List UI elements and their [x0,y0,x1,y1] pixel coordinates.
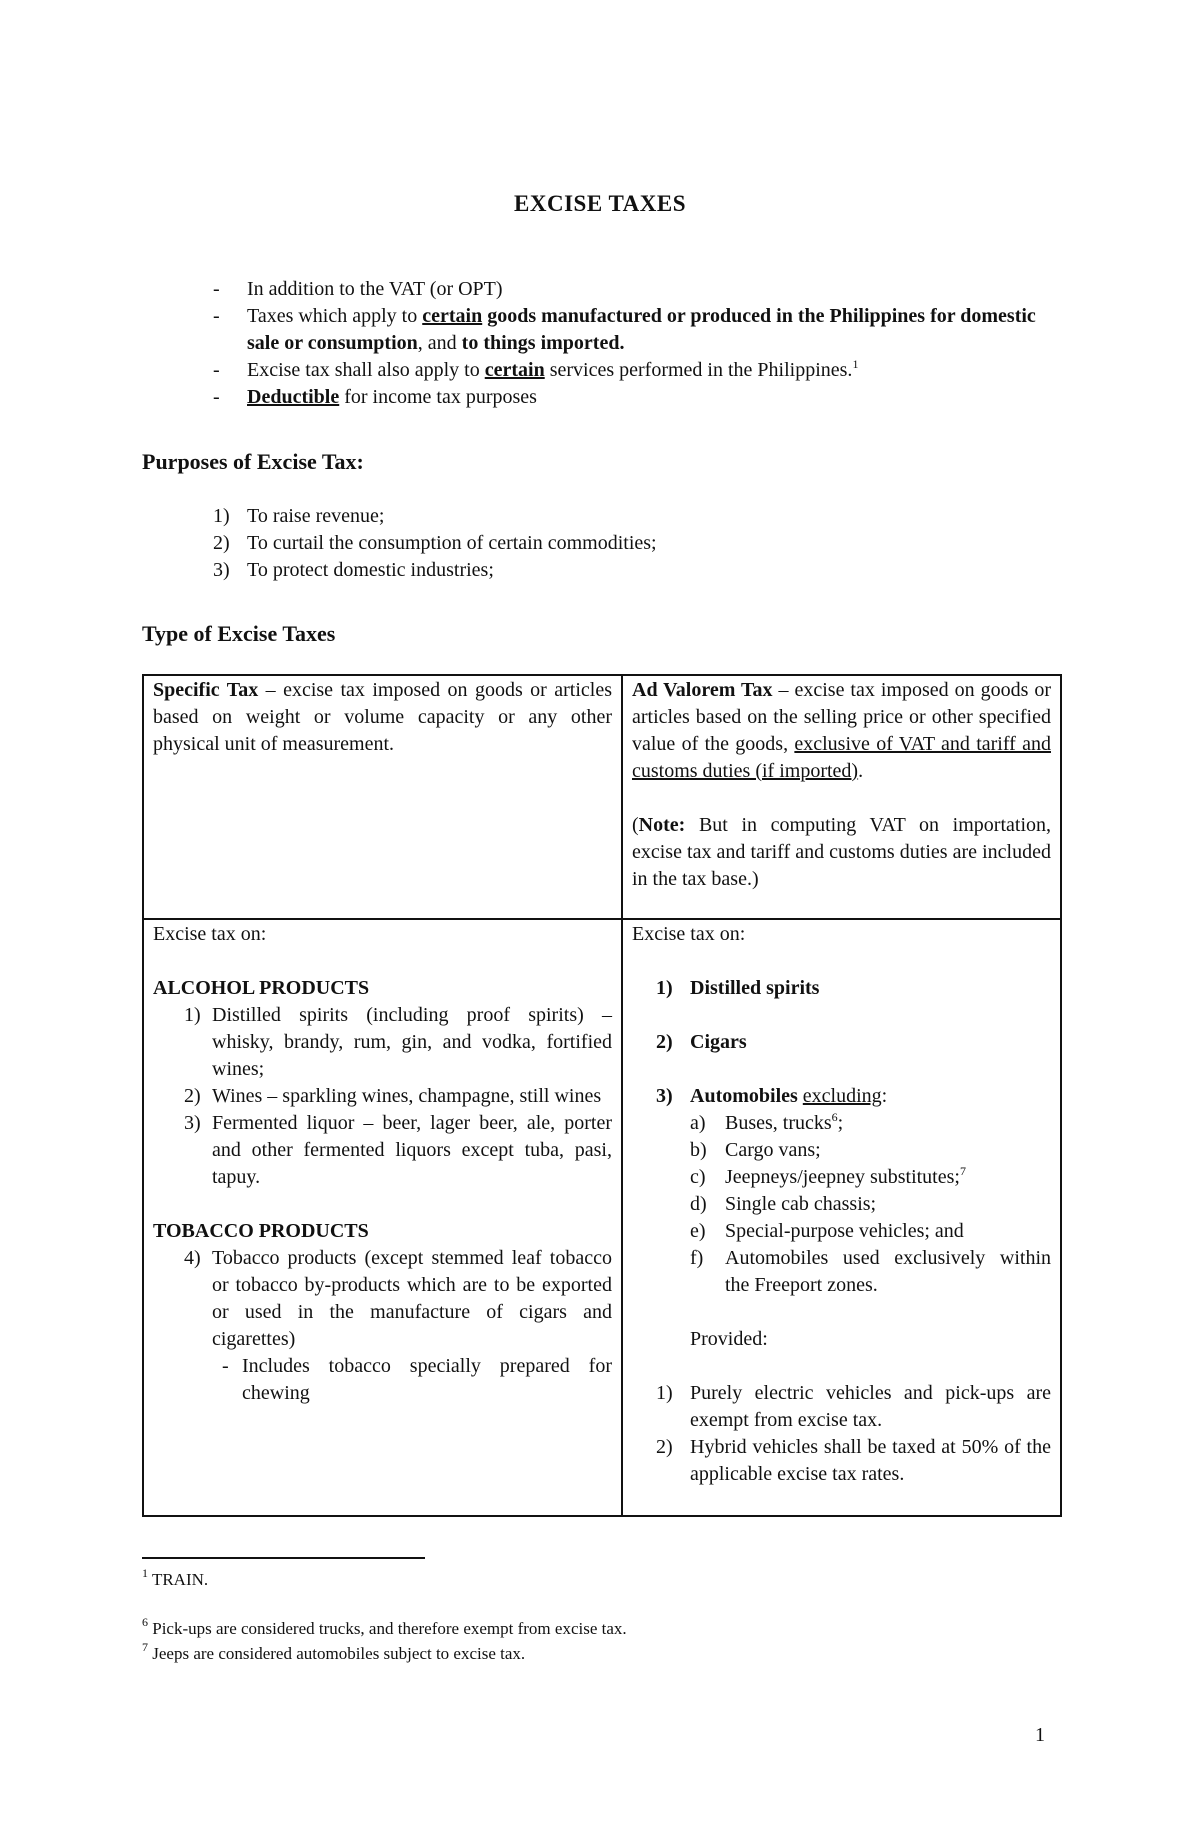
bullet-dash: - [222,1355,229,1377]
intro-text: for income tax purposes [339,386,537,408]
sub-item [184,1353,612,1407]
tobacco-list [153,1245,612,1407]
footnote-text: TRAIN. [148,1570,209,1589]
spacer [632,1056,1051,1083]
footnote-mark: 6 [142,1615,148,1629]
item-text: Distilled spirits [690,977,820,999]
item-text: Tobacco products (except stemmed leaf tobacco or tobacco by-products which are to be exported or used in the manufacture of cigars and cigarettes) [212,1247,612,1350]
footnote-mark: 7 [142,1640,148,1654]
list-item [632,975,1051,1002]
purposes-list [213,503,1063,584]
item-number: 1) [656,1382,673,1404]
intro-list [213,276,1063,411]
provided-label: Provided: [690,1328,768,1350]
item-text: To curtail the consumption of certain commodities; [247,532,657,554]
ad-valorem-end: . [858,760,864,782]
alcohol-list [153,1002,612,1191]
item-number: 1) [184,1004,201,1026]
item-text: Cargo vans; [725,1139,821,1161]
exclusions-list [632,1110,1051,1299]
item-text: Automobiles used exclusively within the Freeport zones. [725,1247,1051,1296]
footnote [142,1566,209,1591]
excluding-label: excluding [802,1085,882,1107]
item-text: Cigars [690,1031,747,1053]
bullet-dash: - [213,305,220,327]
specific-tax-term: Specific Tax [153,679,259,701]
section-heading-types: Type of Excise Taxes [142,621,336,646]
intro-text: , and [417,332,462,354]
intro-bold-text: goods manufactured or produced in the Philippines for domestic sale or consumption [247,305,1036,354]
spacer [632,785,1051,812]
bullet-dash: - [213,359,220,381]
ad-valorem-exclusion: exclusive of VAT and tariff and customs duties (if imported) [632,733,1051,782]
list-item [184,1110,612,1191]
item-end: ; [837,1112,844,1134]
emphasis-deductible: Deductible [247,386,340,408]
table-row [143,919,1061,1516]
item-text: Buses, trucks [725,1112,832,1134]
item-number: 3) [213,559,230,581]
bullet-dash: - [213,278,220,300]
list-item [184,1245,612,1353]
item-number: 3) [656,1085,673,1107]
list-item [632,1083,1051,1110]
item-text: Jeepneys/jeepney substitutes; [725,1166,960,1188]
cell-intro: Excise tax on: [632,923,746,945]
item-text: Fermented liquor – beer, lager beer, ale, porter and other fermented liquors except tuba, pasi, tapuy. [212,1112,612,1188]
list-item [632,1110,1051,1137]
list-item [632,1191,1051,1218]
item-number: 1) [656,977,673,999]
item-text: Includes tobacco specially prepared for chewing [242,1355,612,1404]
intro-text: services performed in the Philippines. [544,359,853,381]
tobacco-heading: TOBACCO PRODUCTS [153,1220,369,1242]
cell-intro: Excise tax on: [153,923,267,945]
intro-bold-text: to things imported. [461,332,625,354]
footnote-ref: 1 [852,357,859,371]
spacer [632,1299,1051,1326]
intro-text: Excise tax shall also apply to [247,359,485,381]
item-letter: d) [690,1193,707,1215]
footnote-text: Pick-ups are considered trucks, and therefore exempt from excise tax. [148,1619,627,1638]
item-text: To raise revenue; [247,505,385,527]
item-number: 4) [184,1247,201,1269]
item-text: Automobiles [690,1085,798,1107]
intro-text: Taxes which apply to [247,305,423,327]
item-number: 1) [213,505,230,527]
list-item [632,1029,1051,1056]
intro-item [213,276,1063,303]
list-item [632,1164,1051,1191]
item-letter: c) [690,1166,706,1188]
section-heading-purposes: Purposes of Excise Tax: [142,449,364,474]
intro-item [213,303,1063,357]
specific-tax-items-cell [143,919,622,1516]
bullet-dash: - [213,386,220,408]
footnote-mark: 1 [142,1566,148,1580]
item-number: 2) [213,532,230,554]
spacer [153,948,612,975]
emphasis-certain: certain [422,305,483,327]
spacer [153,1191,612,1218]
footnote-ref: 7 [959,1164,966,1178]
list-item [632,1245,1051,1299]
item-number: 2) [656,1436,673,1458]
ad-valorem-term: Ad Valorem Tax [632,679,773,701]
item-letter: a) [690,1112,706,1134]
ad-valorem-tax-cell [622,675,1061,919]
item-letter: f) [690,1247,704,1269]
emphasis-certain: certain [484,359,545,381]
footnote [142,1615,627,1640]
footnote-text: Jeeps are considered automobiles subject to excise tax. [148,1644,526,1663]
list-item [632,1380,1051,1434]
specific-tax-cell [143,675,622,919]
note-text: But in computing VAT on importation, excise tax and tariff and customs duties are included in the tax base.) [632,814,1051,890]
excise-types-table [142,674,1062,1517]
item-text: Purely electric vehicles and pick-ups are exempt from excise tax. [690,1382,1051,1431]
item-text: Wines – sparkling wines, champagne, still wines [212,1085,602,1107]
list-item [213,557,1063,584]
list-item [184,1002,612,1083]
page-number: 1 [1035,1724,1045,1746]
spacer [632,1353,1051,1380]
list-item [213,503,1063,530]
intro-item [213,384,1063,411]
colon: : [881,1085,888,1107]
note-paren: ( [632,814,639,836]
ad-valorem-items-cell [622,919,1061,1516]
footnote-ref: 6 [831,1110,838,1124]
table-row [143,675,1061,919]
list-item [213,530,1063,557]
page-title: EXCISE TAXES [514,191,686,216]
list-item [184,1083,612,1110]
item-text: Single cab chassis; [725,1193,877,1215]
intro-text: In addition to the VAT (or OPT) [247,278,503,300]
footnote [142,1640,526,1665]
item-text: Hybrid vehicles shall be taxed at 50% of the applicable excise tax rates. [690,1436,1051,1485]
footnote-separator [142,1557,425,1559]
item-number: 2) [184,1085,201,1107]
list-item [632,1137,1051,1164]
note-label: Note: [638,814,686,836]
item-number: 3) [184,1112,201,1134]
item-letter: e) [690,1220,706,1242]
ad-valorem-definition: – excise tax imposed on goods or articles based on the selling price or other specified value of the goods, [632,679,1051,755]
list-item [632,1218,1051,1245]
alcohol-heading: ALCOHOL PRODUCTS [153,977,370,999]
spacer [632,1002,1051,1029]
item-number: 2) [656,1031,673,1053]
item-text: To protect domestic industries; [247,559,494,581]
specific-tax-definition: – excise tax imposed on goods or articles based on weight or volume capacity or any other physical unit of measurement. [153,679,612,755]
item-text: Special-purpose vehicles; and [725,1220,964,1242]
list-item [632,1434,1051,1488]
item-letter: b) [690,1139,707,1161]
item-text: Distilled spirits (including proof spirits) – whisky, brandy, rum, gin, and vodka, fortified wines; [212,1004,612,1080]
spacer [632,948,1051,975]
intro-item [213,357,1063,384]
